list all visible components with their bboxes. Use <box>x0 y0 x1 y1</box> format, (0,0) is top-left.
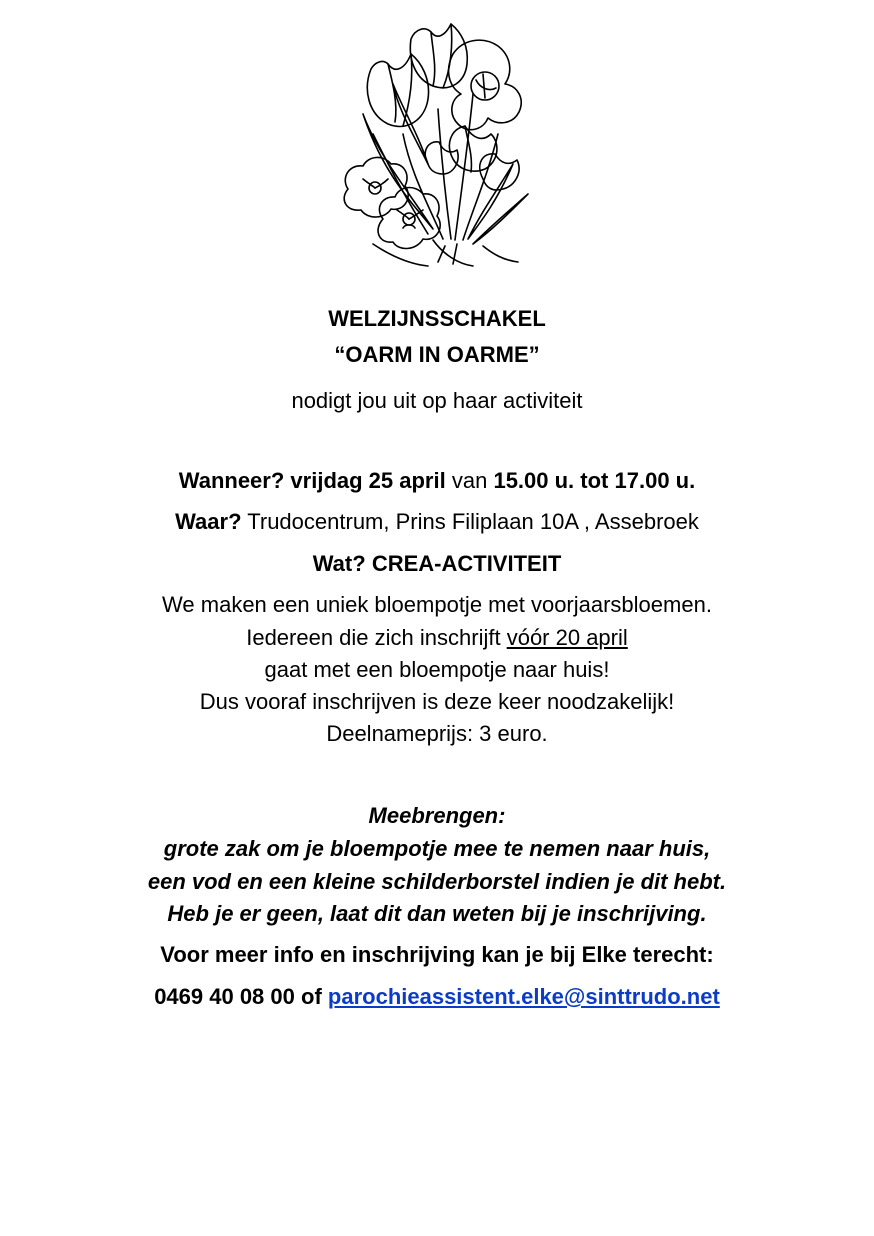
what-line <box>0 550 874 578</box>
bring-line-2: een vod en een kleine schilderborstel indien je dit hebt. <box>147 869 727 894</box>
participation-price: Deelnameprijs: 3 euro. <box>326 721 548 746</box>
registration-deadline: vóór 20 april <box>506 625 628 650</box>
when-to: tot <box>580 468 609 493</box>
description-line-2-text: Iedereen die zich inschrijft <box>246 625 501 650</box>
description-line-2 <box>0 624 874 652</box>
spring-flowers-bouquet-icon <box>333 14 543 276</box>
when-time-start: 15.00 u. <box>493 468 575 493</box>
group-name: “OARM IN OARME” <box>334 342 540 367</box>
what-label: Wat? <box>312 551 366 576</box>
contact-line <box>0 983 874 1011</box>
when-label: Wanneer? <box>178 468 285 493</box>
contact-email-link[interactable]: parochieassistent.elke@sinttrudo.net <box>327 984 720 1009</box>
bring-line-1: grote zak om je bloempotje mee te nemen naar huis, <box>163 836 711 861</box>
bring-line-3: Heb je er geen, laat dit dan weten bij je inschrijving. <box>167 901 707 926</box>
description-line-3: gaat met een bloempotje naar huis! <box>264 657 610 682</box>
when-date: vrijdag 25 april <box>290 468 446 493</box>
where-line <box>0 508 874 536</box>
contact-info-line: Voor meer info en inschrijving kan je bij Elke terecht: <box>160 942 714 967</box>
invitation-text: nodigt jou uit op haar activiteit <box>291 388 583 413</box>
when-line <box>0 467 874 495</box>
contact-or: of <box>301 984 322 1009</box>
what-value: CREA-ACTIVITEIT <box>371 551 562 576</box>
when-from: van <box>451 468 488 493</box>
organization-title: WELZIJNSSCHAKEL <box>328 306 546 331</box>
description-line-1: We maken een uniek bloempotje met voorjaarsbloemen. <box>162 592 712 617</box>
when-time-end: 17.00 u. <box>614 468 696 493</box>
description-line-4: Dus vooraf inschrijven is deze keer noodzakelijk! <box>199 689 675 714</box>
where-value: Trudocentrum, Prins Filiplaan 10A , Assebroek <box>247 509 699 534</box>
contact-phone: 0469 40 08 00 <box>154 984 295 1009</box>
bring-title: Meebrengen: <box>368 803 506 828</box>
where-label: Waar? <box>175 509 242 534</box>
